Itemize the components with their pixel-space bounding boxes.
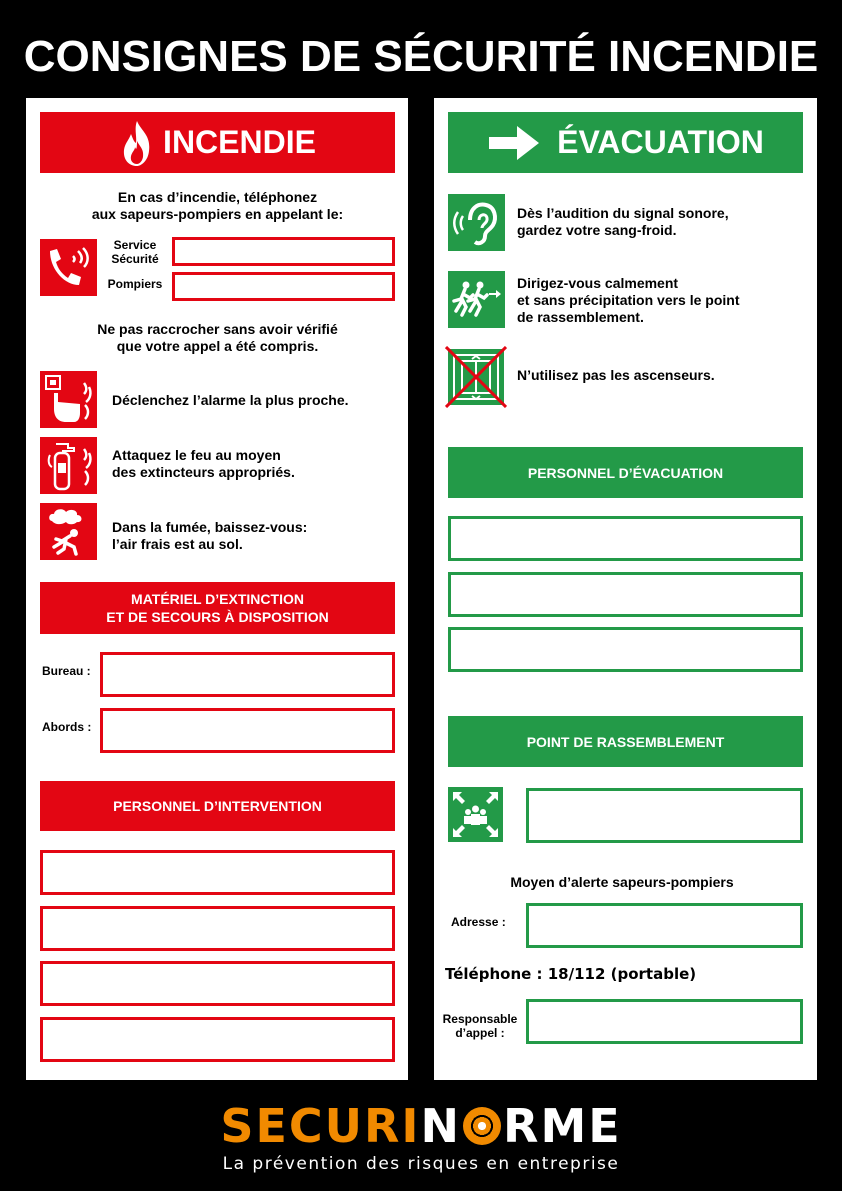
verify-line: que votre appel a été compris.: [116, 338, 319, 354]
intervention-header: PERSONNEL D’INTERVENTION: [40, 781, 395, 831]
evac-instruction-text: [517, 275, 740, 326]
responsable-line: Responsable: [442, 1012, 518, 1026]
brand-logo: [0, 1100, 842, 1174]
fire-phone-icon: [40, 239, 97, 296]
pompiers-label: Pompiers: [107, 277, 163, 291]
fire-alarm-icon: [40, 371, 97, 428]
telephone-text: Téléphone : 18/112 (portable): [445, 965, 697, 983]
evac-instruction-line: de rassemblement.: [517, 309, 644, 325]
call-intro-line: En cas d’incendie, téléphonez: [117, 189, 318, 205]
personnel-evacuation-header: PERSONNEL D’ÉVACUATION: [448, 447, 803, 498]
intervention-field[interactable]: [40, 850, 395, 895]
call-intro: [40, 189, 395, 223]
responsable-line: d’appel :: [455, 1026, 505, 1040]
brand-name-letter-n: N: [420, 1099, 462, 1153]
target-o-icon: [463, 1107, 501, 1145]
materiel-header: [40, 582, 395, 634]
abords-field[interactable]: [100, 708, 395, 753]
assembly-point-icon: [448, 787, 503, 842]
evac-instruction-text: [517, 205, 729, 239]
adresse-label: Adresse :: [451, 915, 506, 929]
adresse-field[interactable]: [526, 903, 803, 948]
pompiers-field[interactable]: [172, 272, 395, 301]
intervention-field[interactable]: [40, 906, 395, 951]
responsable-field[interactable]: [526, 999, 803, 1044]
responsable-label: [440, 1012, 520, 1040]
evacuation-header: [448, 112, 803, 173]
evac-instruction-line: et sans précipitation vers le point: [517, 292, 740, 308]
page-title: CONSIGNES DE SÉCURITÉ INCENDIE: [23, 32, 819, 81]
abords-label: Abords :: [42, 720, 92, 734]
running-people-icon: [448, 271, 505, 328]
instruction-line: des extincteurs appropriés.: [112, 464, 295, 480]
bureau-label: Bureau :: [42, 664, 91, 678]
evac-instruction-line: Dès l’audition du signal sonore,: [517, 205, 729, 221]
personnel-evacuation-field[interactable]: [448, 627, 803, 672]
verify-text: [40, 321, 395, 355]
rassemblement-field[interactable]: [526, 788, 803, 843]
personnel-evacuation-field[interactable]: [448, 572, 803, 617]
evac-instruction-line: gardez votre sang-froid.: [517, 222, 677, 238]
instruction-line: Attaquez le feu au moyen: [112, 447, 281, 463]
brand-name-part2: RME: [503, 1099, 622, 1153]
incendie-title: INCENDIE: [163, 124, 316, 160]
service-label-line: Sécurité: [111, 252, 159, 266]
verify-line: Ne pas raccrocher sans avoir vérifié: [97, 321, 338, 337]
evac-instruction-text: N’utilisez pas les ascenseurs.: [517, 367, 715, 383]
evacuation-title: ÉVACUATION: [557, 124, 764, 160]
call-intro-line: aux sapeurs-pompiers en appelant le:: [91, 206, 344, 222]
materiel-line: ET DE SECOURS À DISPOSITION: [106, 609, 329, 625]
brand-name-part1: SECURI: [220, 1099, 421, 1153]
instruction-line: Dans la fumée, baissez-vous:: [112, 519, 308, 535]
arrow-right-icon: [487, 123, 543, 163]
brand-name: [0, 1100, 842, 1152]
rassemblement-header: POINT DE RASSEMBLEMENT: [448, 716, 803, 767]
alerte-title: Moyen d’alerte sapeurs-pompiers: [510, 874, 734, 890]
intervention-field[interactable]: [40, 961, 395, 1006]
instruction-line: l’air frais est au sol.: [112, 536, 243, 552]
hearing-ear-icon: [448, 194, 505, 251]
bureau-field[interactable]: [100, 652, 395, 697]
brand-tagline: La prévention des risques en entreprise: [222, 1154, 620, 1174]
service-securite-field[interactable]: [172, 237, 395, 266]
fire-extinguisher-icon: [40, 437, 97, 494]
incendie-header: [40, 112, 395, 173]
flame-icon: [119, 119, 155, 167]
evac-instruction-line: Dirigez-vous calmement: [517, 275, 679, 291]
smoke-crawl-icon: [40, 503, 97, 560]
materiel-line: MATÉRIEL D’EXTINCTION: [131, 591, 304, 607]
instruction-text: [112, 447, 295, 481]
service-label-line: Service: [113, 238, 157, 252]
personnel-evacuation-field[interactable]: [448, 516, 803, 561]
no-elevator-icon: [445, 346, 507, 408]
instruction-text: Déclenchez l’alarme la plus proche.: [112, 392, 349, 408]
instruction-text: [112, 519, 307, 553]
intervention-field[interactable]: [40, 1017, 395, 1062]
service-label: [100, 238, 170, 266]
